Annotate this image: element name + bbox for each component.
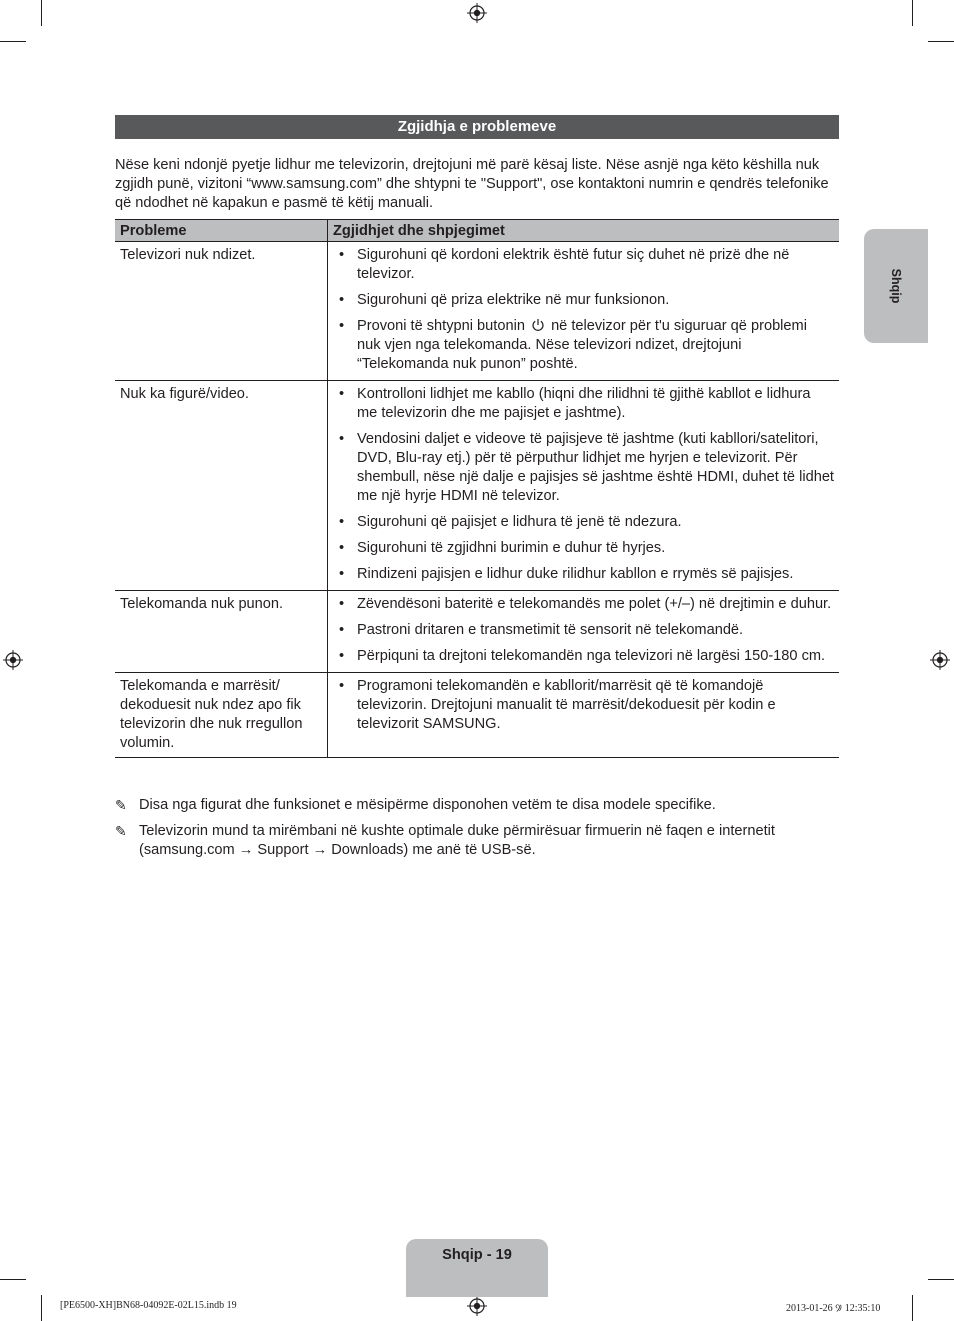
crop-mark bbox=[41, 1295, 42, 1321]
solution-item: • Programoni telekomandën e kabllorit/marrësit që të komandojë televizorin. Drejtojuni manualit të marrësit/dekoduesit për kodin e televizorit SAMSUNG. bbox=[333, 677, 834, 734]
table-row bbox=[115, 242, 839, 381]
registration-mark-icon bbox=[930, 650, 950, 670]
pencil-note-icon: ✎ bbox=[115, 797, 127, 813]
registration-mark-icon bbox=[3, 650, 23, 670]
solutions-cell bbox=[328, 242, 840, 381]
registration-mark-icon bbox=[467, 3, 487, 23]
problem-cell: Telekomanda nuk punon. bbox=[115, 591, 328, 673]
problem-cell: Nuk ka figurë/video. bbox=[115, 381, 328, 591]
problem-cell: Televizori nuk ndizet. bbox=[115, 242, 328, 381]
problem-cell: Telekomanda e marrësit/ dekoduesit nuk ndez apo fik televizorin dhe nuk rregullon volumin. bbox=[115, 673, 328, 758]
solution-item: • Përpiquni ta drejtoni telekomandën nga televizori në largësi 150-180 cm. bbox=[333, 647, 834, 666]
page-number-tab: Shqip - 19 bbox=[406, 1239, 548, 1297]
table-row bbox=[115, 591, 839, 673]
crop-mark bbox=[0, 41, 26, 42]
solution-item: • Pastroni dritaren e transmetimit të sensorit në telekomandë. bbox=[333, 621, 834, 640]
solution-item: • Rindizeni pajisjen e lidhur duke rilidhur kabllon e rrymës së pajisjes. bbox=[333, 565, 834, 584]
language-side-tab bbox=[864, 229, 928, 343]
note-item bbox=[115, 796, 839, 815]
note-text: Disa nga figurat dhe funksionet e mësipërme disponohen vetëm te disa modele specifike. bbox=[139, 797, 716, 813]
crop-mark bbox=[912, 1295, 913, 1321]
troubleshooting-table bbox=[115, 219, 839, 758]
solution-item: • Sigurohuni që pajisjet e lidhura të jenë të ndezura. bbox=[333, 513, 834, 532]
solution-item: • Kontrolloni lidhjet me kabllo (hiqni dhe rilidhni të gjithë kabllot e lidhura me televizorin dhe me pajisjet e jashtme). bbox=[333, 385, 834, 423]
solutions-cell bbox=[328, 591, 840, 673]
section-title: Zgjidhja e problemeve bbox=[115, 115, 839, 139]
crop-mark bbox=[928, 41, 954, 42]
solution-item bbox=[333, 317, 834, 374]
crop-mark bbox=[928, 1279, 954, 1280]
solutions-cell bbox=[328, 673, 840, 758]
table-row bbox=[115, 381, 839, 591]
power-icon bbox=[531, 318, 545, 332]
table-header-row bbox=[115, 220, 839, 242]
crop-mark bbox=[41, 0, 42, 26]
intro-paragraph: Nëse keni ndonjë pyetje lidhur me televizorin, drejtojuni më parë kësaj liste. Nëse asnjë nga këto këshilla nuk zgjidh punë, vizitoni “www.samsung.com” dhe shtypni te "Support", ose kontaktoni numrin e qendrës telefonike që ndodhet në kapakun e pasmë të këtij manuali. bbox=[115, 157, 829, 211]
solution-item: • Sigurohuni të zgjidhni burimin e duhur të hyrjes. bbox=[333, 539, 834, 558]
solution-text: në televizor për t'u siguruar që problemi nuk vjen nga telekomanda. Nëse televizori ndizet, drejtojuni “Telekomanda nuk punon” poshtë. bbox=[357, 318, 807, 372]
crop-mark bbox=[0, 1279, 26, 1280]
registration-mark-icon bbox=[467, 1296, 487, 1316]
solution-text: Provoni të shtypni butonin bbox=[357, 318, 525, 334]
print-file-info: [PE6500-XH]BN68-04092E-02L15.indb 19 bbox=[60, 1300, 237, 1311]
column-header-problems: Probleme bbox=[115, 220, 328, 242]
solution-item: • Zëvendësoni bateritë e telekomandës me polet (+/–) në drejtimin e duhur. bbox=[333, 595, 834, 614]
solution-item: • Sigurohuni që kordoni elektrik është futur siç duhet në prizë dhe në televizor. bbox=[333, 246, 834, 284]
pencil-note-icon: ✎ bbox=[115, 823, 127, 839]
solution-item: • Vendosini daljet e videove të pajisjeve të jashtme (kuti kabllori/satelitori, DVD, Blu-ray etj.) për të përputhur lidhjet me hyrjen e televizorit. Për shembull, nëse një dalje e pajisjes së jashtme është HDMI, duhet të lidhet me një hyrje HDMI në televizor. bbox=[333, 430, 834, 506]
print-timestamp: 2013-01-26 ꡴ 12:35:10 bbox=[786, 1303, 881, 1314]
solutions-cell bbox=[328, 381, 840, 591]
notes-section bbox=[115, 796, 839, 867]
crop-mark bbox=[912, 0, 913, 26]
language-tab-label: Shqip bbox=[889, 268, 903, 304]
table-row bbox=[115, 673, 839, 758]
note-item bbox=[115, 822, 839, 860]
solution-item: • Sigurohuni që priza elektrike në mur funksionon. bbox=[333, 291, 834, 310]
column-header-solutions: Zgjidhjet dhe shpjegimet bbox=[328, 220, 840, 242]
note-text: Televizorin mund ta mirëmbani në kushte optimale duke përmirësuar firmuerin në faqen e internetit (samsung.com → Support → Downloads) me anë të USB-së. bbox=[139, 823, 775, 858]
